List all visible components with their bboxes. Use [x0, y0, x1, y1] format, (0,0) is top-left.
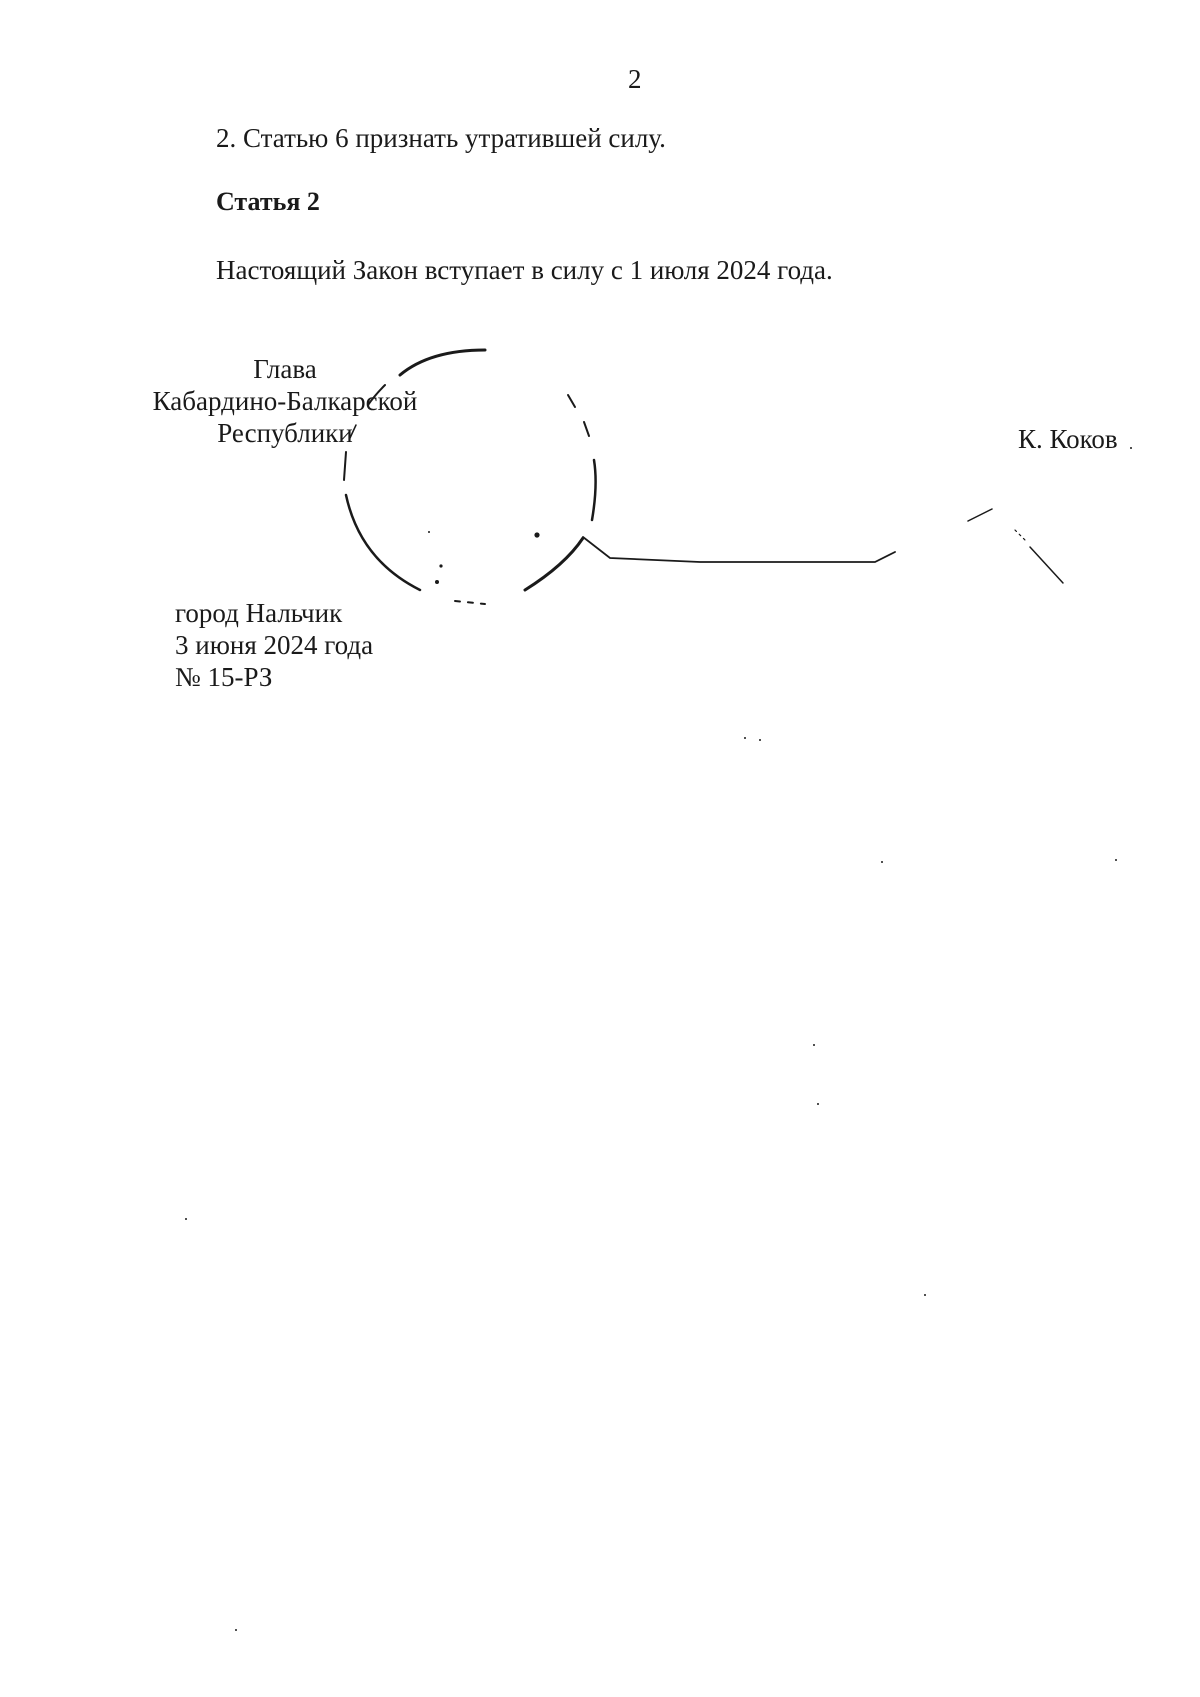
article-text: Настоящий Закон вступает в силу с 1 июля 2024 года. [216, 255, 833, 285]
signatory-title [130, 353, 440, 449]
seal-speck-2 [439, 564, 442, 567]
seal-arc-bottom-right [525, 538, 583, 590]
signatory-line-1: Глава [253, 354, 317, 384]
signatory-line-2: Кабардино-Балкарской [152, 386, 418, 416]
scan-speck-7 [924, 1294, 926, 1296]
signature-flourish-1 [968, 509, 992, 521]
signatory-line-3: Республики [217, 418, 353, 448]
seal-speck-5 [1130, 447, 1132, 449]
clause-repeal-article-6: 2. Статью 6 признать утратившей силу. [216, 123, 666, 153]
law-date: 3 июня 2024 года [175, 630, 374, 660]
seal-arc-bottom [455, 601, 485, 604]
article-heading: Статья 2 [216, 187, 320, 216]
signature-flourish-2 [1030, 547, 1063, 583]
page-number: 2 [628, 64, 642, 94]
scan-speck-8 [235, 1629, 237, 1631]
scan-speck-2 [881, 861, 883, 863]
seal-arc-left [344, 452, 346, 480]
law-number: № 15-РЗ [175, 662, 273, 692]
scan-speck-1 [759, 739, 761, 741]
seal-arc-right [592, 460, 596, 520]
signer-name: К. Коков [1018, 424, 1118, 454]
seal-arc-right-upper [568, 395, 575, 407]
seal-speck-3 [435, 580, 439, 584]
seal-speck-1 [534, 532, 539, 537]
scan-speck-6 [185, 1218, 187, 1220]
place-date-block [175, 597, 373, 693]
city: город Нальчик [175, 598, 343, 628]
signature-stroke [583, 537, 895, 562]
seal-arc-right-mid [584, 422, 589, 436]
scan-speck-3 [1115, 859, 1117, 861]
signature-flourish-3 [1015, 530, 1025, 540]
scan-speck-9 [744, 737, 746, 739]
seal-arc-bottom-left [346, 495, 420, 590]
scan-speck-4 [813, 1044, 815, 1046]
seal-speck-4 [428, 531, 430, 533]
scan-speck-5 [817, 1103, 819, 1105]
